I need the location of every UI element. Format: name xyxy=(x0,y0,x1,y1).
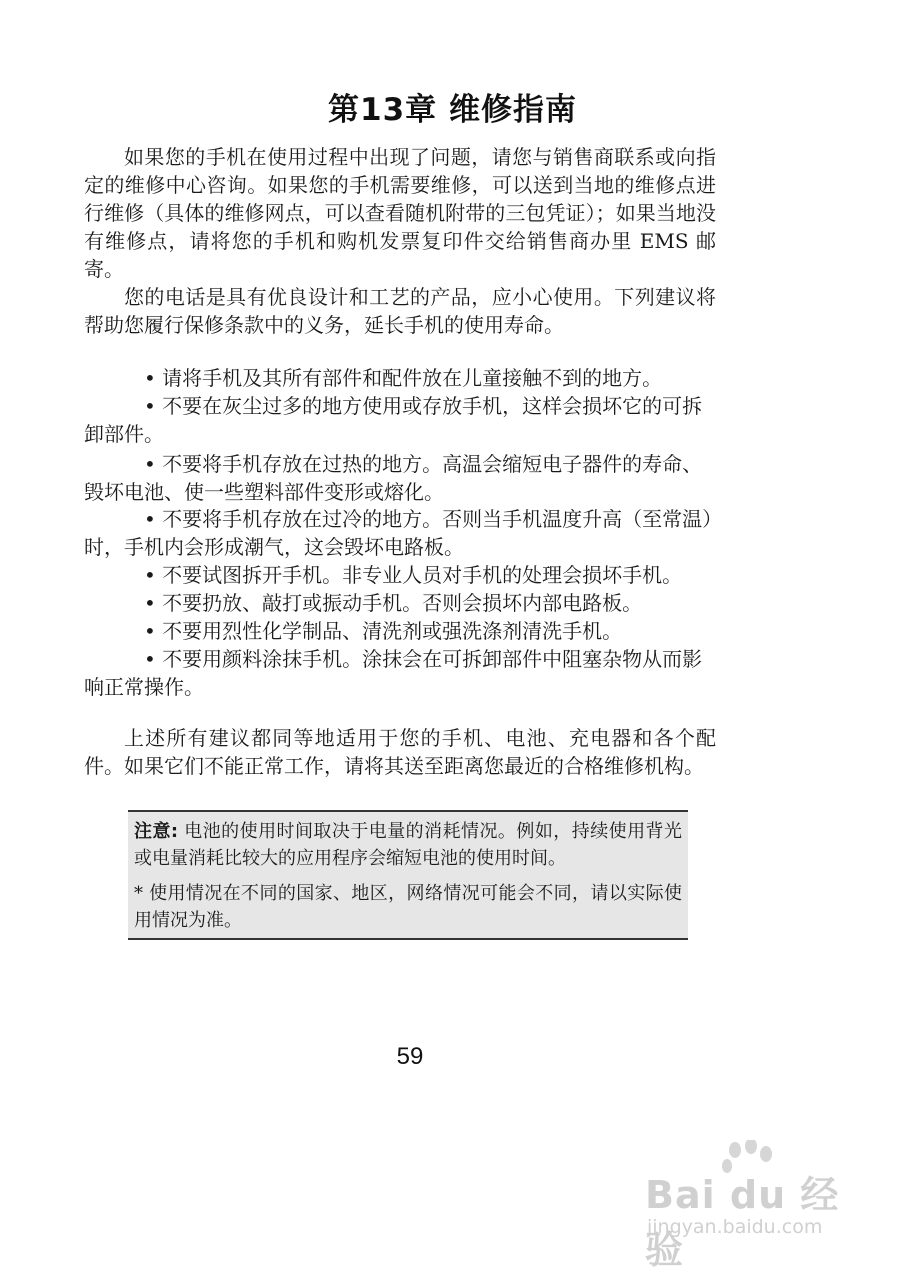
care-tip-item: • 不要将手机存放在过冷的地方。否则当手机温度升高（至常温）时，手机内会形成潮气，这会毁坏电路板。 xyxy=(84,507,713,559)
care-tip-item: • 不要在灰尘过多的地方使用或存放手机，这样会损坏它的可拆卸部件。 xyxy=(84,394,703,446)
note-label: 注意: xyxy=(134,821,179,842)
note-text: 电池的使用时间取决于电量的消耗情况。例如，持续使用背光或电量消耗比较大的应用程序会缩短电池的使用时间。 xyxy=(134,821,682,869)
closing-paragraph: 上述所有建议都同等地适用于您的手机、电池、充电器和各个配件。如果它们不能正常工作，请将其送至距离您最近的合格维修机构。 xyxy=(84,726,716,778)
note-footnote: * 使用情况在不同的国家、地区，网络情况可能会不同，请以实际使用情况为准。 xyxy=(134,883,682,931)
care-tip-item: • 不要将手机存放在过热的地方。高温会缩短电子器件的寿命、毁坏电池、使一些塑料部件变形或熔化。 xyxy=(84,452,703,504)
note-paragraph xyxy=(134,818,682,872)
intro-paragraph: 如果您的手机在使用过程中出现了问题，请您与销售商联系或向指定的维修中心咨询。如果您的手机需要维修，可以送到当地的维修点进行维修（具体的维修网点，可以查看随机附带的三包凭证）；如果当地没有维修点，请将您的手机和购机发票复印件交给销售商办里 EMS 邮寄。 xyxy=(84,145,716,281)
note-box xyxy=(128,810,688,940)
care-tip-item: • 不要试图拆开手机。非专业人员对手机的处理会损坏手机。 xyxy=(144,563,683,587)
care-tip-item: • 不要扔放、敲打或振动手机。否则会损坏内部电路板。 xyxy=(144,591,643,615)
watermark-logo: Bai du 经验 xyxy=(645,1173,840,1272)
care-tip-item: • 不要用烈性化学制品、清洗剂或强洗涤剂清洗手机。 xyxy=(144,619,623,643)
care-tip-item: • 请将手机及其所有部件和配件放在儿童接触不到的地方。 xyxy=(144,366,663,390)
page-number: 59 xyxy=(396,1043,424,1070)
care-paragraph: 您的电话是具有优良设计和工艺的产品，应小心使用。下列建议将帮助您履行保修条款中的义务，延长手机的使用寿命。 xyxy=(84,285,716,337)
care-tip-item: • 不要用颜料涂抹手机。涂抹会在可拆卸部件中阻塞杂物从而影响正常操作。 xyxy=(84,647,703,699)
watermark-url: jingyan.baidu.com xyxy=(647,1216,823,1238)
baidu-jingyan-watermark xyxy=(645,1150,855,1272)
chapter-title: 第13章 维修指南 xyxy=(328,92,577,128)
